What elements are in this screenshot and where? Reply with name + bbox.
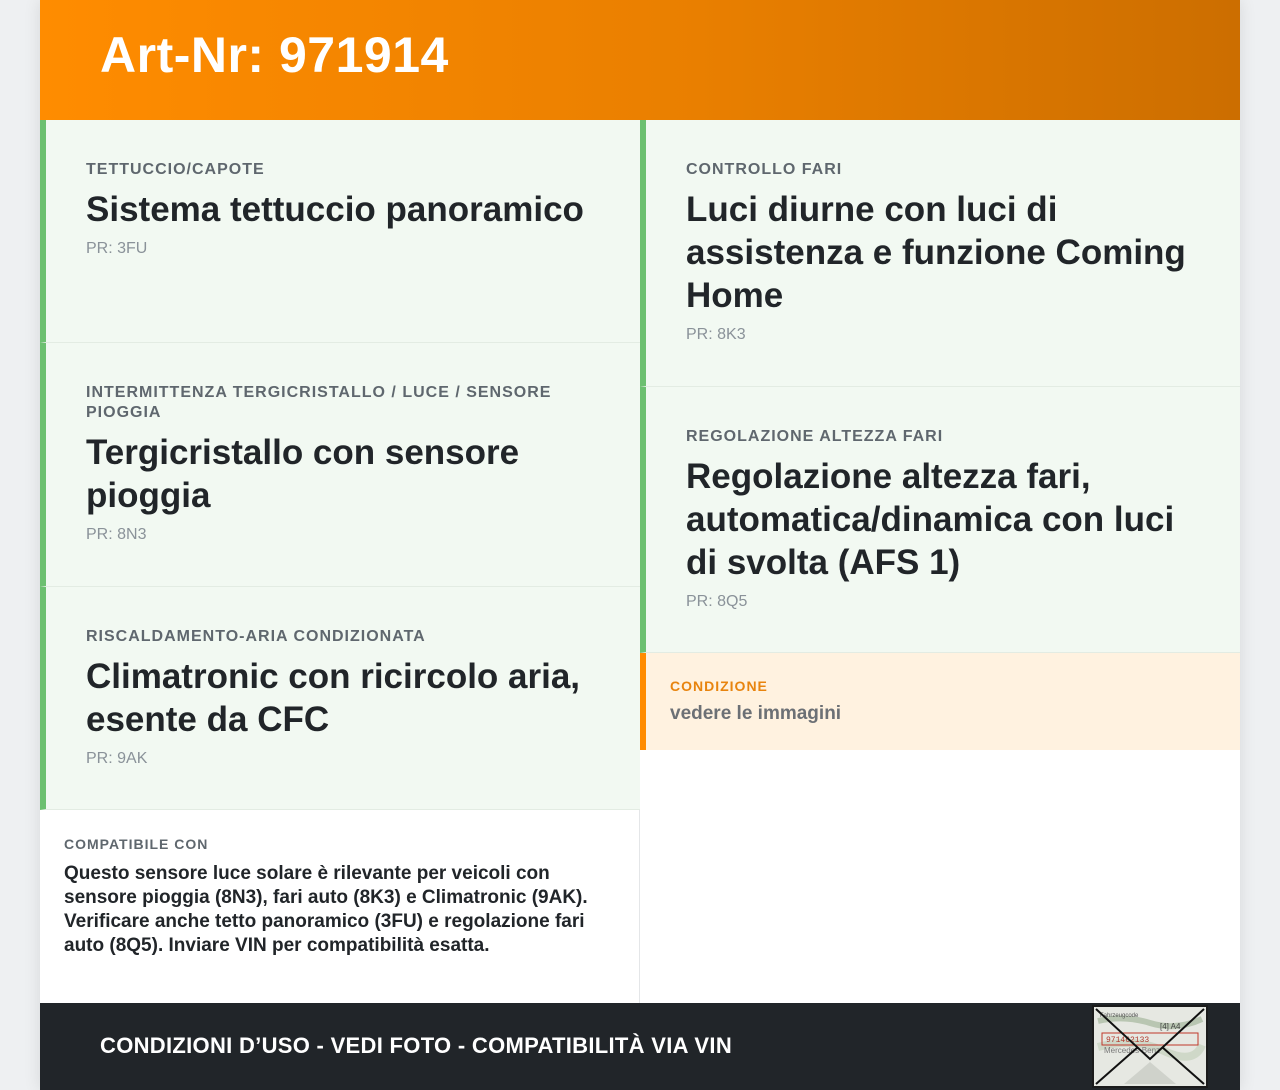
compatibility-section xyxy=(40,810,640,1003)
feature-category: TETTUCCIO/CAPOTE xyxy=(86,161,265,178)
condition-value: vedere le immagini xyxy=(670,703,842,724)
compatibility-text: Questo sensore luce solare è rilevante per veicoli con sensore pioggia (8N3), fari auto (8K3) e Climatronic (9AK). Verificare anche tetto panoramico (3FU) e regolazione fari auto (8Q5). Inviare VIN per compatibilità esatta. xyxy=(64,863,588,956)
condition-box xyxy=(640,653,1240,750)
feature-pr-code: PR: 8K3 xyxy=(686,326,746,343)
feature-pr-code: PR: 3FU xyxy=(86,240,148,257)
feature-category: CONTROLLO FARI xyxy=(686,161,843,178)
feature-pr-code: PR: 8Q5 xyxy=(686,593,748,610)
feature-card xyxy=(40,120,640,343)
feature-title: Regolazione altezza fari, automatica/dinamica con luci di svolta (AFS 1) xyxy=(686,457,1175,582)
feature-title: Luci diurne con luci di assistenza e funzione Coming Home xyxy=(686,190,1186,315)
feature-pr-code: PR: 9AK xyxy=(86,750,148,767)
header-banner xyxy=(40,0,1240,120)
feature-card xyxy=(40,343,640,587)
features-left-column xyxy=(40,120,640,810)
thumbnail-label-line: Fahrzeugcode xyxy=(1100,1013,1139,1019)
thumbnail-label-line: [4] A4 xyxy=(1160,1022,1181,1031)
condition-label: CONDIZIONE xyxy=(670,678,768,694)
envelope-icon xyxy=(1094,1007,1206,1086)
footer-bar xyxy=(40,1003,1240,1090)
feature-pr-code: PR: 8N3 xyxy=(86,526,147,543)
product-photo-thumbnail[interactable] xyxy=(1092,1005,1208,1088)
features-right-column xyxy=(640,120,1240,653)
feature-title: Tergicristallo con sensore pioggia xyxy=(86,433,520,515)
feature-card xyxy=(640,120,1240,387)
thumbnail-label-line: Mercedes-Benz xyxy=(1104,1046,1161,1055)
product-sheet xyxy=(40,0,1240,1090)
feature-title: Climatronic con ricircolo aria, esente da CFC xyxy=(86,657,581,739)
feature-category: RISCALDAMENTO-ARIA CONDIZIONATA xyxy=(86,628,426,645)
thumbnail-label-line: 971462133 xyxy=(1106,1036,1150,1045)
article-number-title: Art-Nr: 971914 xyxy=(100,27,449,83)
feature-card xyxy=(640,387,1240,653)
footer-text: CONDIZIONI D’USO - VEDI FOTO - COMPATIBILITÀ VIA VIN xyxy=(100,1033,733,1058)
compatibility-label: COMPATIBILE CON xyxy=(64,836,209,852)
feature-category: REGOLAZIONE ALTEZZA FARI xyxy=(686,428,944,445)
feature-title: Sistema tettuccio panoramico xyxy=(86,190,584,229)
feature-category: INTERMITTENZA TERGICRISTALLO / LUCE / SENSORE PIOGGIA xyxy=(86,384,552,421)
feature-card xyxy=(40,587,640,810)
